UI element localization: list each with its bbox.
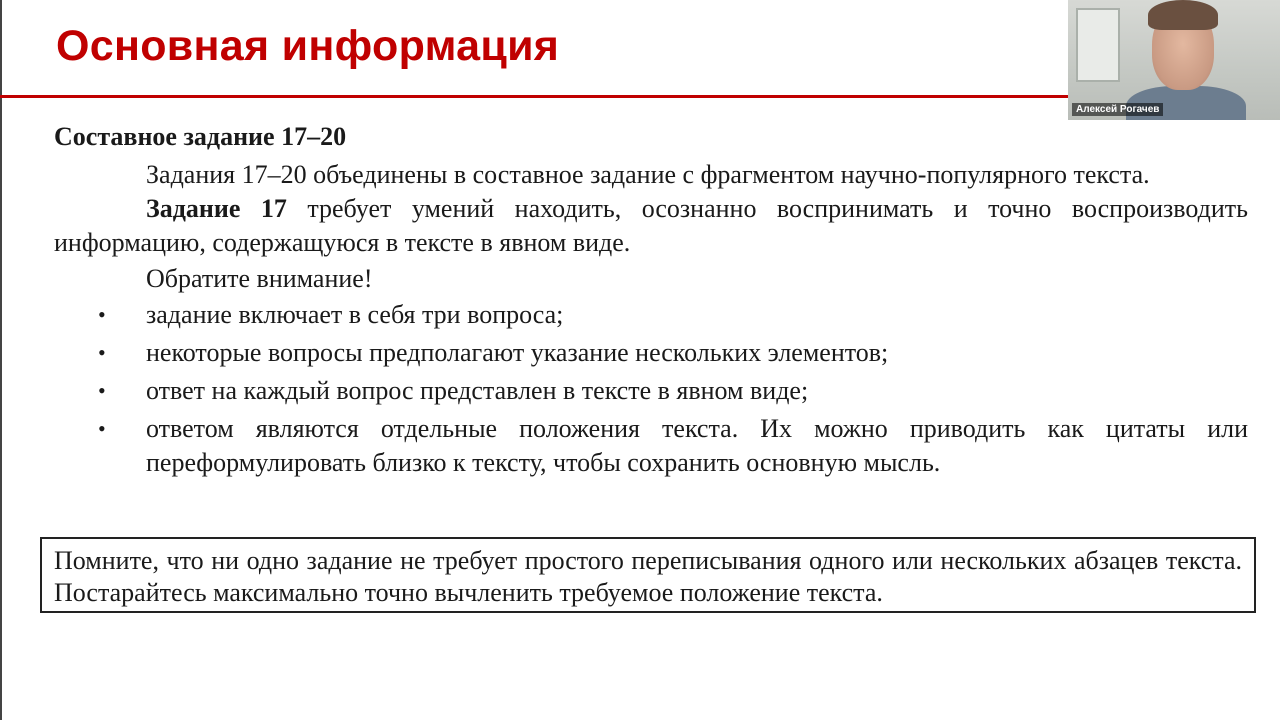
participant-hair <box>1148 0 1218 30</box>
bullet-text: ответ на каждый вопрос представлен в тексте в явном виде; <box>146 376 809 405</box>
intro-paragraph: Задания 17–20 объединены в составное задание с фрагментом научно-популярного текста. <box>146 160 1150 189</box>
section-heading: Составное задание 17–20 <box>54 122 347 151</box>
list-item <box>54 298 1248 332</box>
list-item <box>54 374 1248 408</box>
bullet-icon: • <box>98 378 106 403</box>
participant-name-label: Алексей Рогачев <box>1072 103 1163 116</box>
list-item <box>54 412 1248 480</box>
task-description: требует умений находить, осознанно воспринимать и точно воспроизводить информацию, содержащуюся в тексте в явном виде. <box>54 194 1248 257</box>
bullet-text: ответом являются отдельные положения текста. Их можно приводить как цитаты или переформулировать близко к тексту, чтобы сохранить основную мысль. <box>146 414 1248 477</box>
bullet-text: задание включает в себя три вопроса; <box>146 300 564 329</box>
bullet-icon: • <box>98 416 106 441</box>
task-label: Задание 17 <box>146 194 287 223</box>
reminder-box: Помните, что ни одно задание не требует простого переписывания одного или нескольких абзацев текста. Постарайтесь максимально точно вычленить требуемое положение текста. <box>40 537 1256 613</box>
background-window <box>1076 8 1120 82</box>
task-paragraph <box>54 192 1248 260</box>
slide-title: Основная информация <box>56 22 560 70</box>
bullet-icon: • <box>98 340 106 365</box>
attention-note: Обратите внимание! <box>146 264 373 293</box>
bullet-icon: • <box>98 302 106 327</box>
list-item <box>54 336 1248 370</box>
bullet-text: некоторые вопросы предполагают указание нескольких элементов; <box>146 338 889 367</box>
participant-video-tile[interactable] <box>1068 0 1280 120</box>
slide-content <box>54 120 1248 484</box>
bullet-list <box>54 298 1248 480</box>
slide-left-edge <box>0 0 2 720</box>
